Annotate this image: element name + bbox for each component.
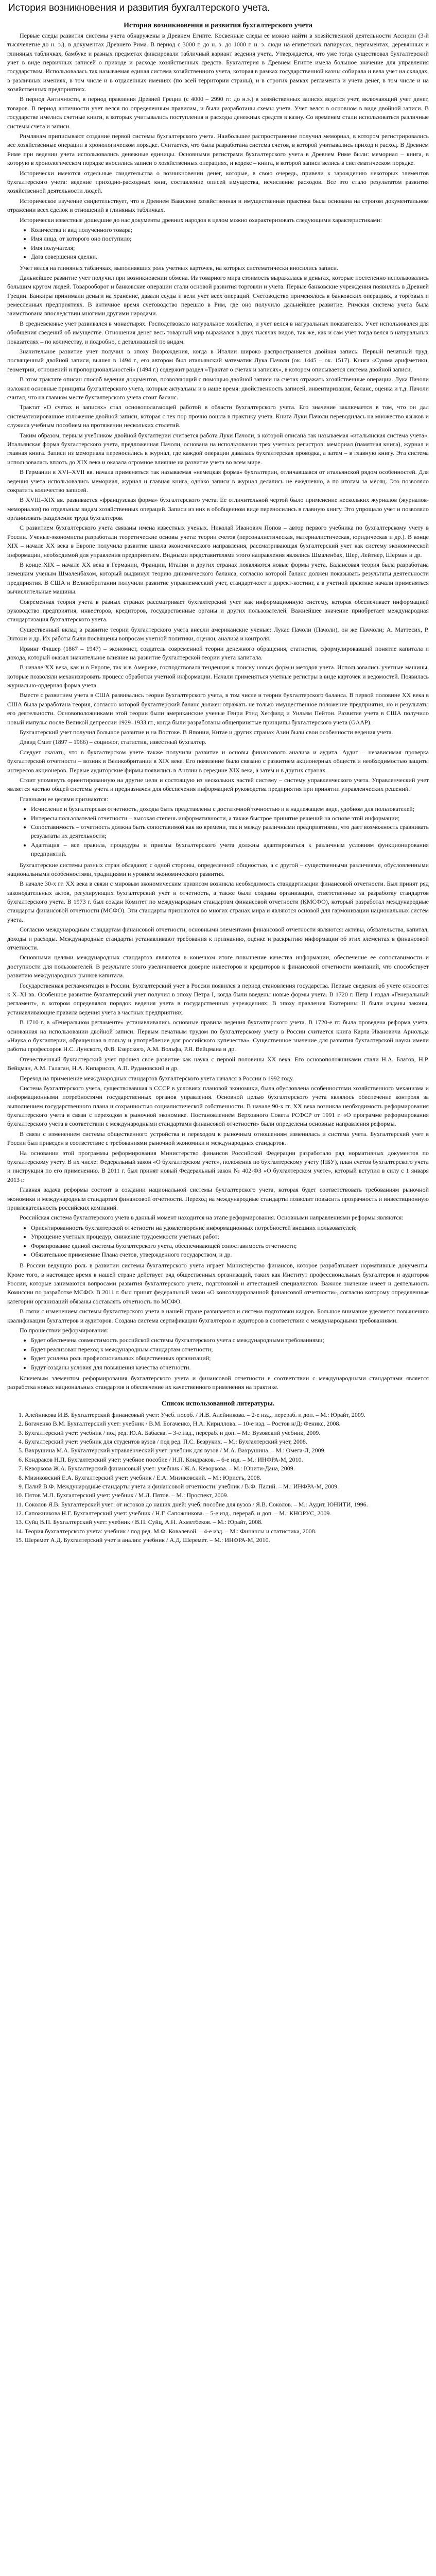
paragraph: Исторически имеются отдельные свидетельства о возникновении денег, которые, в свою очередь, привели к зарождению некоторых элементов бухгалтерского учета: ведение приходно-расходных книг, составление описей имущества, исчисление расходов. Все это стало результатом развития хозяйственной деятельности людей. [7, 169, 429, 195]
paragraph: С развитием бухгалтерского учета связаны имена известных ученых. Николай Иванович Попов – автор первого учебника по бухгалтерскому учету в России. Ученые-экономисты разработали теоретические основы учета: теории счетов (персоналистическая, материалистическая, юридическая и др.). В конце XIX – начале XX века в Европе получила развитие школа экономического направления, рассматривающая бухгалтерский учет как систему экономической информации, необходимой для управления предприятием. Видными представителями этого направления являлись Шмаленбах, Шер, Лейтнер, Шерман и др. [7, 524, 429, 558]
references-list [7, 1411, 429, 1545]
reference-item: 1. Алейникова И.В. Бухгалтерский финансовый учет: Учеб. пособ. / И.В. Алейникова. – 2-е изд., перераб. и доп. – М.: Юрайт, 2009. [25, 1411, 429, 1419]
paragraph: В Германии в XVI–XVII вв. начала применяться так называемая «немецкая форма» бухгалтерии, отличавшаяся от итальянской рядом особенностей. Для ведения учета использовались мемориал, журнал и главная книга, однако записи в журнал делались не ежедневно, а по итогам за месяц. Это позволяло сократить количество записей. [7, 468, 429, 494]
paragraph: Бухгалтерский учет получил большое развитие и на Востоке. В Японии, Китае и других странах Азии были свои особенности ведения учета. [20, 728, 393, 736]
paragraph: В средневековье учет развивался в монастырях. Господствовало натуральное хозяйство, и учет велся в натуральных показателях. Учет использовался для обобщения сведений об имуществе. Отношения денег весь товарный мир выражался в двух тысячах видов, так же, как и сам учет тогда велся в натуральных показателях – по количеству, и подробно, с детализацией по видам. [7, 319, 429, 345]
list-item: • Будут созданы условия для повышения качества отчетности. [31, 1363, 429, 1372]
paragraph: Главными ее целями признаются: [20, 795, 109, 803]
paragraph: В России ведущую роль в развитии системы бухгалтерского учета играет Министерство финансов, которое разрабатывает нормативные документы. Кроме того, в настоящее время в нашей стране действует ряд общественных организаций, таких как Институт профессиональных бухгалтеров и аудиторов России, которые занимаются вопросами развития бухгалтерского учета, подготовкой и аттестацией специалистов. Важное значение имеет и деятельность Комиссии по разработке МСФО. В 2011 г. был принят федеральный закон «О консолидированной финансовой отчетности», согласно которому определенные категории организаций обязаны составлять отчетность по МСФО. [7, 1262, 429, 1305]
paragraph: Ирвинг Фишер (1867 – 1947) – экономист, создатель современной теории денежного обращения, статистик, сформулировавший понятие капитала и дохода, который оказал значительное влияние на развитие бухгалтерской теории учета капитала. [7, 645, 429, 661]
list-item: • Количества и вид полученного товара; [31, 226, 429, 234]
bullet-list [7, 805, 429, 858]
paragraph: Первые следы развития системы учета обнаружены в Древнем Египте. Косвенные следы ее можно найти в хозяйственной деятельности Ассирии (3-й тысячелетие до н. э.), в документах Древнего Рима. В период с 3000 г. до н. э. до 1000 г. н. э. люди на египетских папирусах, пергаментах, деревянных и глиняных табличках, бамбуке и разных предметах фиксировали табличный вариант ведения учета. Утверждается, что уже тогда существовал бухгалтерский учет в виде первичных записей о приходе и расходе хозяйственных средств. Бухгалтерия в Древнем Египте имела большое значение для управления государством. Использовалась так называемая единая система хозяйственного учета, которая в рамках государственной казны собирала и вела учет на складах, в различных имениях, в том числе и в отдаленных имениях (по всей территории страны), и в строгих рамках регламента и учета денег, в том числе и на хозяйственных предприятиях. [7, 31, 429, 93]
paragraph: В этом трактате описан способ ведения документов, позволяющий с помощью двойной записи на счетах отражать хозяйственные операции. Лука Пачоли изложил основные принципы бухгалтерского учета, которые актуальны и в наше время: двойственность записей, инвентаризация, баланс, оценка и т.д. Пачоли считал, что на главном месте бухгалтерского учета стоит баланс. [7, 376, 429, 401]
paragraph: Дальнейшее развитие учет получил при возникновении обмена. Из товарного мира стоимость выражалась в деньгах, которые постепенно использовались большим кругом людей. Товарооборот и банковские операции стали основой развития торговли и учета. Первые банковские учреждения появились в Древней Греции. Банкиры принимали деньги на хранение, давали ссуды и вели учет всех операций. Счетоводство применялось в банковских операциях, в торговых и ремесленных предприятиях. В античное время счетоводство перешло в Рим, где оно получило дальнейшее развитие. Римская система учета была заимствована впоследствии многими другими народами. [7, 274, 429, 317]
list-item: • Интересы пользователей отчетности – высокая степень информативности, а также быстрое принятие решений на основе этой информации; [31, 814, 429, 823]
paragraph: Учет велся на глиняных табличках, выполнявших роль учетных карточек, на которых систематически вносились записи. [20, 264, 339, 272]
paragraph: Государственная регламентация в России. Бухгалтерский учет в России появился в период становления государства. Первые сведения об учете относятся к X–XI вв. Особенное развитие бухгалтерский учет получил в эпоху Петра I, когда были введены новые формы учета. В 1720 г. Петр I издал «Генеральный регламент», в котором определялся порядок ведения учета в государственных учреждениях. В эпоху правления Екатерины II были изданы законы, устанавливающие правила ведения учета в частных предприятиях. [7, 981, 429, 1016]
page-title: История возникновения и развития бухгалтерского учета. [8, 3, 270, 13]
paragraph: Система бухгалтерского учета, существовавшая в СССР в условиях плановой экономики, была обусловлена особенностями хозяйственного механизма и информационными потребностями государственных органов управления. Основной целью бухгалтерского учета являлось обеспечение контроля за выполнением государственного плана и сохранностью социалистической собственности. В начале 90-х гг. XX века возникла необходимость реформирования бухгалтерского учета в связи с переходом к рыночной экономике. Постановлением Верховного Совета РСФСР от 1991 г. «О программе реформирования бухгалтерского учета в соответствии с международными стандартами финансовой отчетности» были определены основные направления реформы. [7, 1084, 429, 1128]
references-heading: Список использованной литературы. [161, 1399, 275, 1407]
reference-item: 9. Палий В.Ф. Международные стандарты учета и финансовой отчетности: учебник / В.Ф. Палий. – М.: ИНФРА-М, 2009. [25, 1482, 429, 1491]
bullet-list [7, 1336, 429, 1372]
list-item: • Имя лица, от которого оно поступило; [31, 234, 429, 243]
paragraph: В связи с изменением системы общественного устройства и переходом к рыночным отношениям изменилась и система учета. Бухгалтерский учет в России был приведен в соответствие с требованиями рыночной экономики и международных стандартов. [7, 1130, 429, 1147]
paragraph: Вместе с развитием учета в США развивались теории бухгалтерского учета, в том числе и теории бухгалтерского баланса. В первой половине XX века в США была разработана теория, согласно которой бухгалтерский баланс должен отражать не только имущественное положение предприятия, но и результаты его деятельности. Основоположниками этой теории были американские ученые Генри Рэнд Хетфилд и Уильям Пейтон. Развитие учета в США получило новый импульс после Великой депрессии 1929–1933 гг., когда были разработаны общепринятые принципы бухгалтерского учета (GAAP). [7, 691, 429, 726]
reference-item: 12. Сапожникова Н.Г. Бухгалтерский учет: учебник / Н.Г. Сапожникова. – 5-е изд., перераб. и доп. – М.: КНОРУС, 2009. [25, 1509, 429, 1518]
paragraph: Российская система бухгалтерского учета в данный момент находится на этапе реформирования. Основными направлениями реформы являются: [20, 1214, 404, 1222]
list-item: • Обязательное применение Плана счетов, утвержденного государством, и др. [31, 1250, 429, 1259]
reference-item: 14. Теория бухгалтерского учета: учебник / под ред. М.Ф. Ковалевой. – 4-е изд. – М.: Финансы и статистика, 2008. [25, 1527, 429, 1536]
paragraph: Переход на применение международных стандартов бухгалтерского учета начался в России в 1992 году. [20, 1074, 294, 1082]
paragraph: В период Античности, в период правления Древней Греции (с 4000 – 2990 гг. до н.э.) в хозяйственных записях ведется учет, включающий учет денег, товаров. В период античности учет велся по определенным правилам, и были разработаны схемы учета. Учет велся в основном в виде двойной записи. В государстве имелись счетные книги, в которых учитывались поступления и расходы денежных средств в казну. Со временем стали использоваться различные системы счета и записи. [7, 95, 429, 130]
paragraph: Согласно международным стандартам финансовой отчетности, основными элементами финансовой отчетности являются: активы, обязательства, капитал, доходы и расходы. Международные стандарты устанавливают требования к признанию, оценке и раскрытию информации об этих элементах в финансовой отчетности. [7, 926, 429, 952]
paragraph: Существенный вклад в развитие теории бухгалтерского учета внесли американские ученые: Лукас Пачоли (Пачоли), он же Паччоли; А. Маттесих, Р. Энтони и др. Их работы были посвящены вопросам учетной политики, оценки, анализа и контроля. [7, 625, 429, 642]
paragraph: Современная теория учета в разных странах рассматривает бухгалтерский учет как информационную систему, которая обеспечивает информацией руководство предприятия, инвесторов, кредиторов, государственные органы и других пользователей. Важнейшее значение приобретает международная стандартизация бухгалтерского учета. [7, 598, 429, 623]
paragraph: В XVIII–XIX вв. развивается «французская форма» бухгалтерского учета. Ее отличительной чертой было применение нескольких журналов (журналов-мемориалов) по отдельным видам хозяйственных операций. Записи из них в обобщенном виде переносились в главную книгу. Это упрощало учет и позволяло организовать разделение труда бухгалтеров. [7, 496, 429, 522]
paragraph: Главная задача реформы состоит в создании национальной системы бухгалтерского учета, которая будет соответствовать требованиям рыночной экономики и международным стандартам финансовой отчетности. Переход на международные стандарты позволит повысить прозрачность и инвестиционную привлекательность российских компаний. [7, 1186, 429, 1211]
list-item: • Адаптация – все правила, процедуры и приемы бухгалтерского учета должны адаптироваться к различным условиям функционирования предприятий. [31, 841, 429, 859]
reference-item: 2. Богаченко В.М. Бухгалтерский учет: учебник / В.М. Богаченко, Н.А. Кириллова. – 10-е изд. – Ростов н/Д: Феникс, 2008. [25, 1419, 429, 1428]
paragraph: Исторически известные дошедшие до нас документы древних народов в целом можно охарактеризовать следующими характеристиками: [20, 216, 382, 224]
list-item: • Ориентированность бухгалтерской отчетности на удовлетворение информационных потребностей внешних пользователей; [31, 1224, 429, 1232]
paragraph: Римлянам приписывают создание первой системы бухгалтерского учета. Наибольшее распространение получил мемориал, в котором регистрировались все хозяйственные операции в хронологическом порядке. Считается, что была разработана система счетов, в которой учитывались приход и расход. В Древнем Риме при ведении учета использовались денежные единицы. Основными регистрами бухгалтерского учета в Древнем Риме были: мемориал – книга, в которую в хронологическом порядке вносились записи о хозяйственных операциях, и кодекс – книга, в которой записи велись в систематическом порядке. [7, 132, 429, 167]
list-item: • Упрощение учетных процедур, снижение трудоемкости учетных работ; [31, 1232, 429, 1241]
reference-item: 10. Пятов М.Л. Бухгалтерский учет: учебник / М.Л. Пятов. – М.: Проспект, 2009. [25, 1491, 429, 1500]
paragraph: Стоит упомянуть ориентированную на другие цели и состоящую из нескольких частей систему – систему управленческого учета. Управленческий учет является частью общей системы учета и предназначен для обеспечения информацией руководства предприятия при принятии управленческих решений. [7, 776, 429, 793]
reference-item: 15. Шеремет А.Д. Бухгалтерский учет и анализ: учебник / А.Д. Шеремет. – М.: ИНФРА-М, 2010. [25, 1536, 429, 1545]
section-heading: История возникновения и развития бухгалтерского учета [124, 21, 312, 29]
bullet-list [7, 1224, 429, 1260]
paragraph: Отечественный бухгалтерский учет прошел свое развитие как наука с первой половины XX века. Его основоположниками стали Н.А. Блатов, Н.Р. Вейцман, А.М. Галаган, Н.А. Кипарисов, А.П. Рудановский и др. [7, 1055, 429, 1072]
paragraph: Бухгалтерские системы разных стран обладают, с одной стороны, определенной общностью, а с другой – существенными различиями, обусловленными национальными особенностями, традициями и уровнем экономического развития. [7, 861, 429, 877]
reference-item: 13. Суйц В.П. Бухгалтерский учет: учебник / В.П. Суйц, А.Н. Ахметбеков. – М.: Юрайт, 2008. [25, 1518, 429, 1527]
list-item: • Исчисление и бухгалтерская отчетность, доходы быть представлены с достаточной точностью и в надлежащем виде, удобном для пользователей; [31, 805, 429, 814]
reference-item: 7. Кеворкова Ж.А. Бухгалтерский финансовый учет: учебник / Ж.А. Кеворкова. – М.: Юнити-Дана, 2009. [25, 1464, 429, 1473]
paragraph: На основании этой программы реформирования Министерство финансов Российской Федерации разработало ряд нормативных документов по бухгалтерскому учету. В их числе: Федеральный закон «О бухгалтерском учете», положения по бухгалтерскому учету (ПБУ), план счетов бухгалтерского учета и инструкция по его применению. В 2011 г. был принят новый Федеральный закон № 402-ФЗ «О бухгалтерском учете», который вступил в силу с 1 января 2013 г. [7, 1149, 429, 1183]
list-item: • Имя получателя; [31, 244, 429, 252]
paragraph: Дэвид Смит (1897 – 1966) – социолог, статистик, известный бухгалтер. [20, 738, 206, 746]
paragraph: В конце XIX – начале XX века в Германии, Франции, Италии и других странах появляются новые формы учета. Балансовая теория была разработана немецким ученым Шмаленбахом, который выдвинул теорию динамического баланса, согласно которой баланс должен показывать результаты деятельности предприятия. В США и Великобритании получили развитие управленческий учет, стандарт-кост и директ-костинг, а в учетной практике начали применяться вычислительные машины. [7, 561, 429, 596]
reference-item: 6. Кондраков Н.П. Бухгалтерский учет: учебное пособие / Н.П. Кондраков. – 6-е изд. – М.: ИНФРА-М, 2010. [25, 1455, 429, 1464]
paragraph: В 1710 г. в «Генеральном регламенте» устанавливались основные правила ведения бухгалтерского учета. В 1720-е гг. была проведена реформа учета, основанная на использовании двойной записи. Первым печатным трудом по бухгалтерскому учету в России считается книга Карла Ивановича Арнольда «Наука о бухгалтерии, обращенная в пользу и употребление для российского купечества». Существенное значение для развития бухгалтерской науки имели работы профессоров Н.С. Лунского, Ф.В. Езерского, А.М. Вольфа, Р.Я. Вейцмана и др. [7, 1019, 429, 1053]
reference-item: 11. Соколов Я.В. Бухгалтерский учет: от истоков до наших дней: учеб. пособие для вузов / Я.В. Соколов. – М.: Аудит, ЮНИТИ, 1996. [25, 1500, 429, 1509]
list-item: • Сопоставимость – отчетность должна быть сопоставимой как во времени, так и между различными предприятиями, что дает возможность сравнивать результаты их деятельности; [31, 823, 429, 841]
paragraph: Ключевым элементом реформирования бухгалтерского учета и финансовой отчетности в соответствии с международными стандартами является разработка новых национальных стандартов и обеспечение их качественного применения на практике. [7, 1375, 429, 1391]
paragraph: Историческое изучение свидетельствует, что в Древнем Вавилоне хозяйственная и имущественная практика была основана на строгом документальном отражении всех сделок и отношений в глиняных табличках. [7, 197, 429, 214]
reference-item: 4. Бухгалтерский учет: учебник для студентов вузов / под ред. П.С. Безруких. – М.: Бухгалтерский учет, 2008. [25, 1437, 429, 1446]
paragraph: Следует сказать, что в бухгалтерском учете также получили развитие и основы финансового анализа и аудита. Аудит – независимая проверка бухгалтерской отчетности – возник в Великобритании в XIX веке. Его появление было связано с развитием акционерных обществ и необходимостью защиты интересов акционеров. Первые аудиторские фирмы появились в Англии в середине XIX века, а затем и в других странах. [7, 748, 429, 774]
list-item: • Дата совершения сделки. [31, 252, 429, 261]
paragraph: В начале 30-х гг. XX века в связи с мировым экономическим кризисом возникла необходимость стандартизации финансовой отчетности. Был принят ряд законодательных актов, регулирующих бухгалтерский учет и отчетность, а также были созданы организации, ответственные за разработку стандартов бухгалтерского учета. В 1973 г. был создан Комитет по международным стандартам финансовой отчетности (КМСФО), который разработал международные стандарты финансовой отчетности (МСФО). Эти стандарты признаются во многих странах мира и являются основой для гармонизации национальных систем учета. [7, 880, 429, 923]
reference-item: 5. Вахрушина М.А. Бухгалтерский управленческий учет: учебник для вузов / М.А. Вахрушина. – М.: Омега-Л, 2009. [25, 1446, 429, 1455]
paragraph: По прошествии реформирования: [20, 1327, 109, 1334]
paragraph: Трактат «О счетах и записях» стал основополагающей работой в области бухгалтерского учета. Его значение заключается в том, что он дал систематизированное изложение двойной записи, которая с тех пор прочно вошла в практику учета. Книга Луки Пачоли переводилась на множество языков и служила учебным пособием на протяжении нескольких столетий. [7, 403, 429, 429]
paragraph: В начале XX века, как и в Европе, так и в Америке, господствовала тенденция к поиску новых форм и методов учета. Использовались учетные машины, которые позволяли механизировать процесс обработки учетной информации. Начали применяться учетные регистры в виде карточек и ведомостей. Появилась журнально-ордерная форма учета. [7, 664, 429, 689]
paragraph: Значительное развитие учет получил в эпоху Возрождения, когда в Италии широко распространяется двойная запись. Первый печатный труд, посвященный двойной записи, вышел в 1494 г., его автором был итальянский математик Лука Пачоли (ок. 1445 – ок. 1517). Книга «Сумма арифметики, геометрии, отношений и пропорциональностей» (1494 г.) содержит раздел «Трактат о счетах и записях», в котором описывается система двойной записи. [7, 348, 429, 373]
list-item: • Будет реализован переход к международным стандартам отчетности; [31, 1345, 429, 1354]
paragraph: В связи с изменением системы бухгалтерского учета в нашей стране развивается и система подготовки кадров. Большое внимание уделяется повышению квалификации бухгалтеров и аудиторов. Создана система сертификации бухгалтеров и аудиторов в соответствии с международными требованиями. [7, 1308, 429, 1324]
paragraph: Основными целями международных стандартов являются в конечном итоге повышение качества информации, обеспечение ее сопоставимости и доступности для пользователей. В результате этого увеличивается доверие инвесторов и кредиторов к финансовой отчетности компаний, что способствует развитию международных рынков капитала. [7, 954, 429, 979]
reference-item: 8. Мизиковский Е.А. Бухгалтерский учет: учебник / Е.А. Мизиковский. – М.: Юристъ, 2008. [25, 1473, 429, 1482]
list-item: • Будет обеспечена совместимость российской системы бухгалтерского учета с международными требованиями; [31, 1336, 429, 1345]
list-item: • Будет усилена роль профессиональных общественных организаций; [31, 1354, 429, 1363]
reference-item: 3. Бухгалтерский учет: учебник / под ред. Ю.А. Бабаева. – 3-е изд., перераб. и доп. – М.: Вузовский учебник, 2009. [25, 1429, 429, 1437]
list-item: • Формирование единой системы бухгалтерского учета, обеспечивающей сопоставимость отчетности; [31, 1242, 429, 1250]
bullet-list [7, 226, 429, 262]
paragraph: Таким образом, первым учебником двойной бухгалтерии считается работа Луки Пачоли, в которой описана так называемая «итальянская система учета». Итальянская форма бухгалтерского учета, предложенная Пачоли, основана на использовании трех учетных регистров: мемориал (памятная книга), журнал и главная книга. Записи из мемориала переносились в журнал, где каждой операции давалась бухгалтерская проводка, а затем – в главную книгу. Эта система использовалась вплоть до XIX века и оказала огромное влияние на развитие учета во всем мире. [7, 431, 429, 466]
